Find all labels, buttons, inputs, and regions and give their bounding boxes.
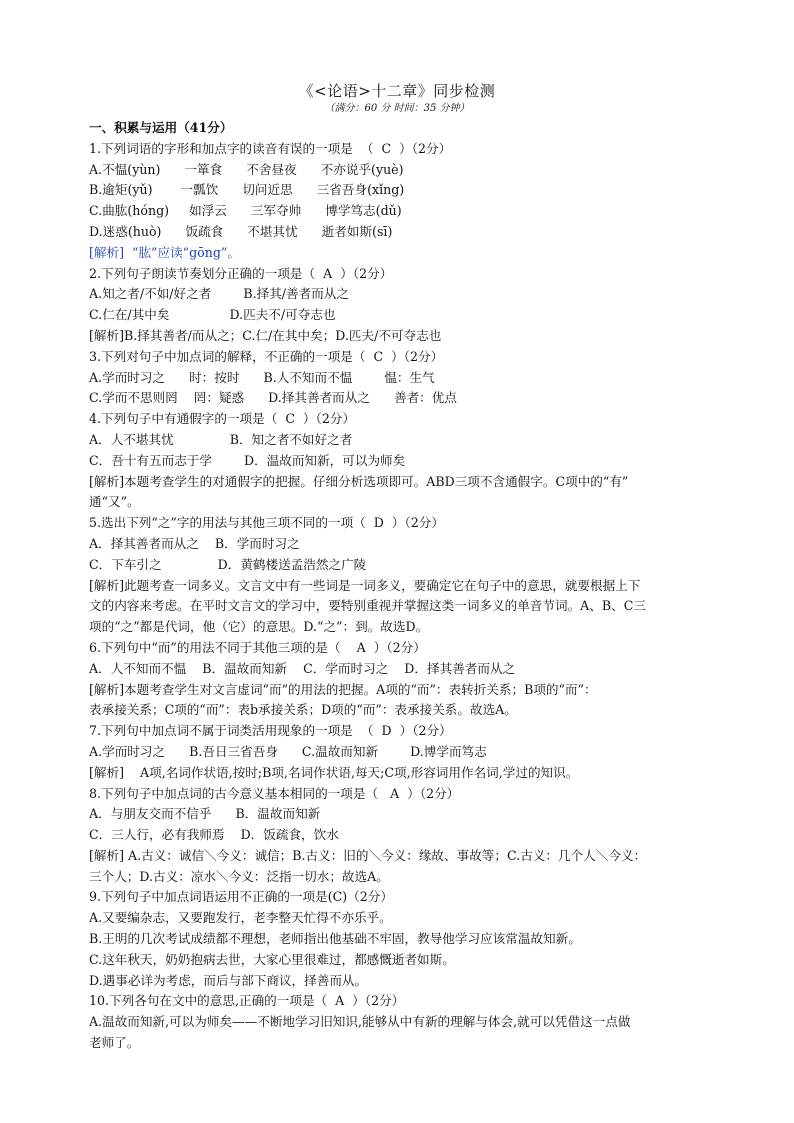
text-line: A．人不堪其忧 B．知之者不如好之者 [89,431,353,447]
text-line: [解析]本题考查学生的对通假字的把握。仔细分析选项即可。ABD三项不含通假字。C项中的“有” [89,473,629,489]
text-line: 2.下列句子朗读节奏划分正确的一项是（ A ）（2分） [89,265,393,281]
text-line: B.王明的几次考试成绩都不理想，老师指出他基础不牢固，教导他学习应该常温故知新。 [89,931,581,947]
text-line: A.知之者/不如/好之者 B.择其/善者而从之 [89,286,350,302]
text-line: 9.下列句子中加点词语运用不正确的一项是(C)（2分） [89,889,393,905]
text-line: A.学而时习之 B.吾日三省吾身 C.温故而知新 D.博学而笃志 [89,743,487,759]
text-line: A.温故而知新,可以为师矣——不断地学习旧知识,能够从中有新的理解与体会,就可以凭借这一点做 [89,1014,631,1030]
text-line: C.曲肱(hóng) 如浮云 三军夺帅 博学笃志(dǔ) [89,203,402,219]
text-line: B.逾矩(yǔ) 一瓢饮 切问近思 三省吾身(xǐng) [89,182,405,198]
text-line: C.学而不思则罔 罔：疑惑 D.择其善者而从之 善者：优点 [89,390,457,406]
text-line: [解析] A项,名词作状语,按时;B项,名词作状语,每天;C项,形容词用作名词,学过的知识。 [89,764,579,780]
text-line: A．人不知而不愠 B．温故而知新 C．学而时习之 D．择其善者而从之 [89,660,516,676]
text-line: C.这年秋天，奶奶抱病去世，大家心里很难过，都感慨逝者如斯。 [89,951,455,967]
text-line: 5.选出下列“之”字的用法与其他三项不同的一项（ D ）（2分） [89,515,444,531]
text-line: D.迷惑(huò) 饭疏食 不堪其忧 逝者如斯(sī) [89,223,393,239]
text-line: 6.下列句中“而”的用法不同于其他三项的是（ A ）（2分） [89,639,426,655]
text-line: 文的内容来考虑。在平时文言文的学习中，要特别重视并掌握这类一词多义的单音节词。A、B、C三 [89,598,646,614]
text-line: C．下车引之 D．黄鹤楼送孟浩然之广陵 [89,556,367,572]
text-line: 8.下列句子中加点词的古今意义基本相同的一项是（ A ）（2分） [89,785,460,801]
text-line: 10.下列各句在文中的意思,正确的一项是（ A ）（2分） [89,993,405,1009]
text-line: A.不愠(yùn) 一箪食 不舍昼夜 不亦说乎(yuè) [89,161,404,177]
text-line: [解析]此题考查一词多义。文言文中有一些词是一词多义，要确定它在句子中的意思，就要根据上下 [89,577,641,593]
text-line: 1.下列词语的字形和加点字的读音有误的一项是 （ C ）（2分） [89,140,452,156]
text-line: [解析] “肱”应读“gōng”。 [89,244,240,260]
text-line: [解析]B.择其善者/而从之；C.仁/在其中矣；D.匹夫/不可夺志也 [89,327,442,343]
text-line: A．择其善者而从之 B．学而时习之 [89,535,300,551]
document-title: 《<论语>十二章》同步检测 [298,82,496,100]
text-line: 4.下列句子中有通假字的一项是（ C ）（2分） [89,411,356,427]
section-heading: 一、积累与运用（41分） [89,120,233,135]
text-line: [解析] A.古义：诚信＼今义：诚信；B.古义：旧的＼今义：缘故、事故等；C.古义：几个人＼今义： [89,847,647,863]
text-line: C．三人行，必有我师焉 D．饭疏食，饮水 [89,827,339,843]
text-line: 表承接关系；C项的“而”：表b承接关系；D项的“而”：表承接关系。故选A。 [89,702,517,718]
text-line: 7.下列句中加点词不属于词类活用现象的一项是 （ D ）（2分） [89,723,452,739]
text-line: D.遇事必详为考虑，而后与部下商议，择善而从。 [89,972,368,988]
document-subtitle: （满分：60 分 时间：35 分钟） [324,103,470,114]
text-line: 通“又”。 [89,494,140,510]
text-line: 项的“之”都是代词，他（它）的意思。D.“之”：到。故选D。 [89,619,429,635]
text-line: [解析]本题考查学生对文言虚词“而”的用法的把握。A项的“而”：表转折关系；B项的“而”： [89,681,597,697]
text-line: C.仁在/其中矣 D.匹夫不/可夺志也 [89,307,336,323]
text-line: A.又要编杂志，又要跑发行，老李整天忙得不亦乐乎。 [89,910,392,926]
text-line: 三个人；D.古义：凉水＼今义：泛指一切水；故选A。 [89,868,389,884]
text-line: 3.下列对句子中加点词的解释，不正确的一项是（ C ）（2分） [89,348,444,364]
text-line: A．与朋友交而不信乎 B．温故而知新 [89,806,321,822]
question-body [89,118,709,1054]
text-line: 老师了。 [89,1035,140,1051]
text-line: A.学而时习之 时：按时 B.人不知而不愠 愠：生气 [89,369,435,385]
text-line: C．吾十有五而志于学 D．温故而知新，可以为师矣 [89,452,406,468]
